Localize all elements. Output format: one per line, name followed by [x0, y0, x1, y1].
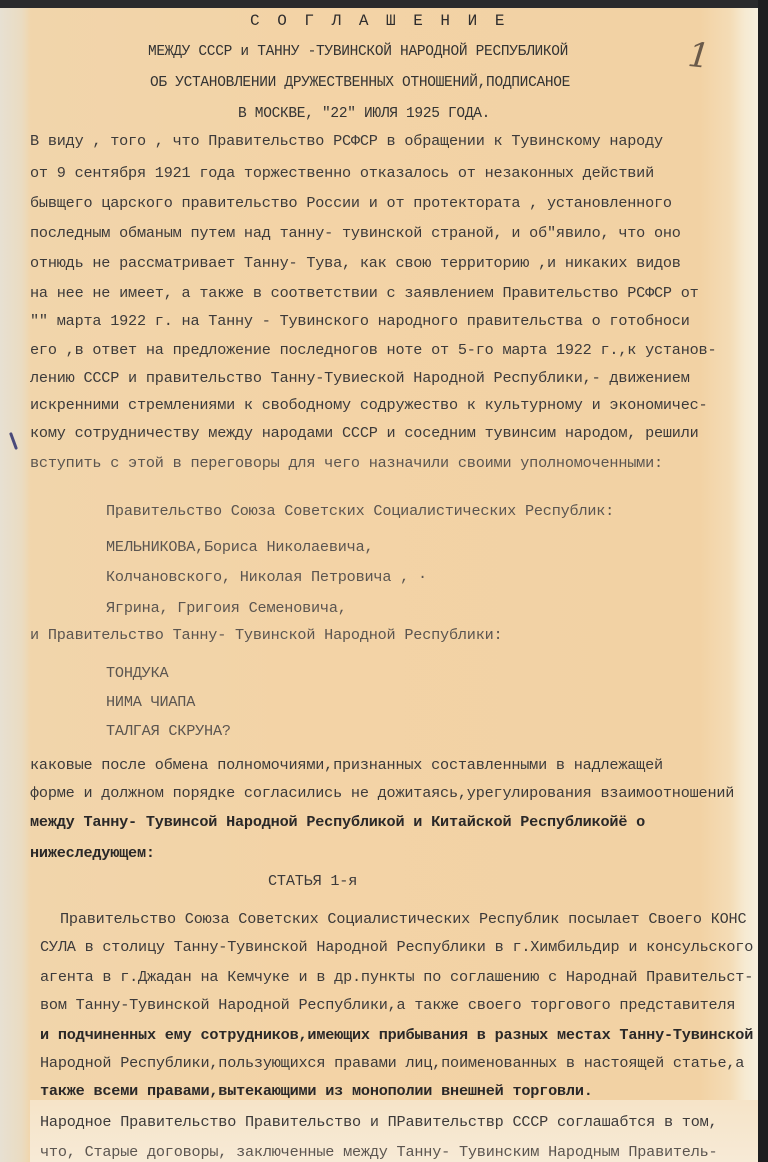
article-1-line: также всеми правами,вытекающими из монополии внешней торговли.	[40, 1082, 593, 1100]
tuva-delegation-heading: и Правительство Танну- Тувинской Народной Республики:	[30, 626, 503, 644]
subtitle-line-2: ОБ УСТАНОВЛЕНИИ ДРУЖЕСТВЕННЫХ ОТНОШЕНИЙ,ПОДПИСАНОЕ	[150, 75, 571, 91]
preamble-line: бывщего царского правительство России и от протектората , установленного	[30, 194, 672, 212]
tuva-delegate: ТОНДУКА	[106, 664, 169, 682]
agreement-line: форме и должном порядке согласились не дожитаясь,урегулирования взаимоотношений	[30, 784, 735, 802]
preamble-line: отнюдь не рассматривает Танну- Тува, как свою территорию ,и никаких видов	[30, 254, 681, 272]
ussr-delegate: Ягрина, Григоия Семеновича,	[106, 599, 347, 617]
article-1-heading: СТАТЬЯ 1-я	[268, 872, 358, 890]
article-1-line: СУЛА в столицу Танну-Тувинской Народной Республики в г.Химбильдир и консульского	[40, 938, 754, 956]
agreement-line: между Танну- Тувинсой Народной Республикой и Китайской Республикойё о	[30, 813, 646, 831]
subtitle-line-1: МЕЖДУ СССР и ТАННУ -ТУВИНСКОЙ НАРОДНОЙ РЕСПУБЛИКОЙ	[148, 44, 569, 60]
tuva-delegate: ТАЛГАЯ СКРУНА?	[106, 722, 231, 740]
preamble-line: "" марта 1922 г. на Танну - Тувинского народного правительства о готобноси	[30, 312, 690, 330]
document-title: С О Г Л А Ш Е Н И Е	[250, 12, 509, 30]
page-number: 1	[685, 34, 712, 78]
article-1-line: вом Танну-Тувинской Народной Республики,а также своего торгового представителя	[40, 996, 736, 1014]
agreement-line: нижеследующем:	[30, 844, 155, 862]
preamble-line: кому сотрудничеству между народами СССР и соседним тувинсим народом, решили	[30, 424, 699, 442]
tuva-delegate: НИМА ЧИАПА	[106, 693, 196, 711]
preamble-line: лению СССР и правительство Танну-Тувиеской Народной Республики,- движением	[30, 369, 690, 387]
preamble-line: искренними стремлениями к свободному содружество к культурному и экономичес-	[30, 396, 708, 414]
ussr-delegation-heading: Правительство Союза Советских Социалистических Республик:	[106, 502, 615, 520]
subtitle-line-3: В МОСКВЕ, "22" ИЮЛЯ 1925 ГОДА.	[238, 106, 491, 122]
ussr-delegate: МЕЛЬНИКОВА,Бориса Николаевича,	[106, 538, 374, 556]
preamble-line: последным обманым путем над танну- тувинской страной, и об"явило, что оно	[30, 224, 681, 242]
article-1-line: и подчиненных ему сотрудников,имеющих прибывания в разных местах Танну-Тувинской	[40, 1026, 754, 1044]
preamble-line: его ,в ответ на предложение последногов ноте от 5-го марта 1922 г.,к установ-	[30, 341, 717, 359]
agreement-line: каковые после обмена полномочиями,признанных составленными в надлежащей	[30, 756, 663, 774]
article-1-line: Народной Республики,пользующихся правами лиц,поименованных в настоящей статье,а	[40, 1054, 745, 1072]
preamble-line: на нее не имеет, а также в соответствии с заявлением Правительство РСФСР от	[30, 284, 699, 302]
ink-mark	[9, 432, 18, 450]
preamble-line: от 9 сентября 1921 года торжественно отказалось от незаконных действий	[30, 164, 654, 182]
preamble-line: вступить с этой в переговоры для чего назначили своими уполномоченными:	[30, 454, 663, 472]
continuation-line: Народное Правительство Правительство и ПРавительствр СССР соглашабтся в том,	[40, 1113, 718, 1131]
article-1-line: агента в г.Джадан на Кемчуке и в др.пункты по соглашению с Народнай Правительст-	[40, 968, 754, 986]
article-1-line: Правительство Союза Советских Социалистических Республик посылает Своего КОНС	[60, 910, 747, 928]
preamble-line: В виду , того , что Правительство РСФСР в обращении к Тувинскому народу	[30, 132, 663, 150]
document-page	[0, 8, 758, 1162]
continuation-line: что, Старые договоры, заключенные между Танну- Тувинским Народным Правитель-	[40, 1143, 718, 1161]
ussr-delegate: Колчановского, Николая Петровича , ·	[106, 568, 427, 586]
scan-edge	[758, 0, 768, 1162]
